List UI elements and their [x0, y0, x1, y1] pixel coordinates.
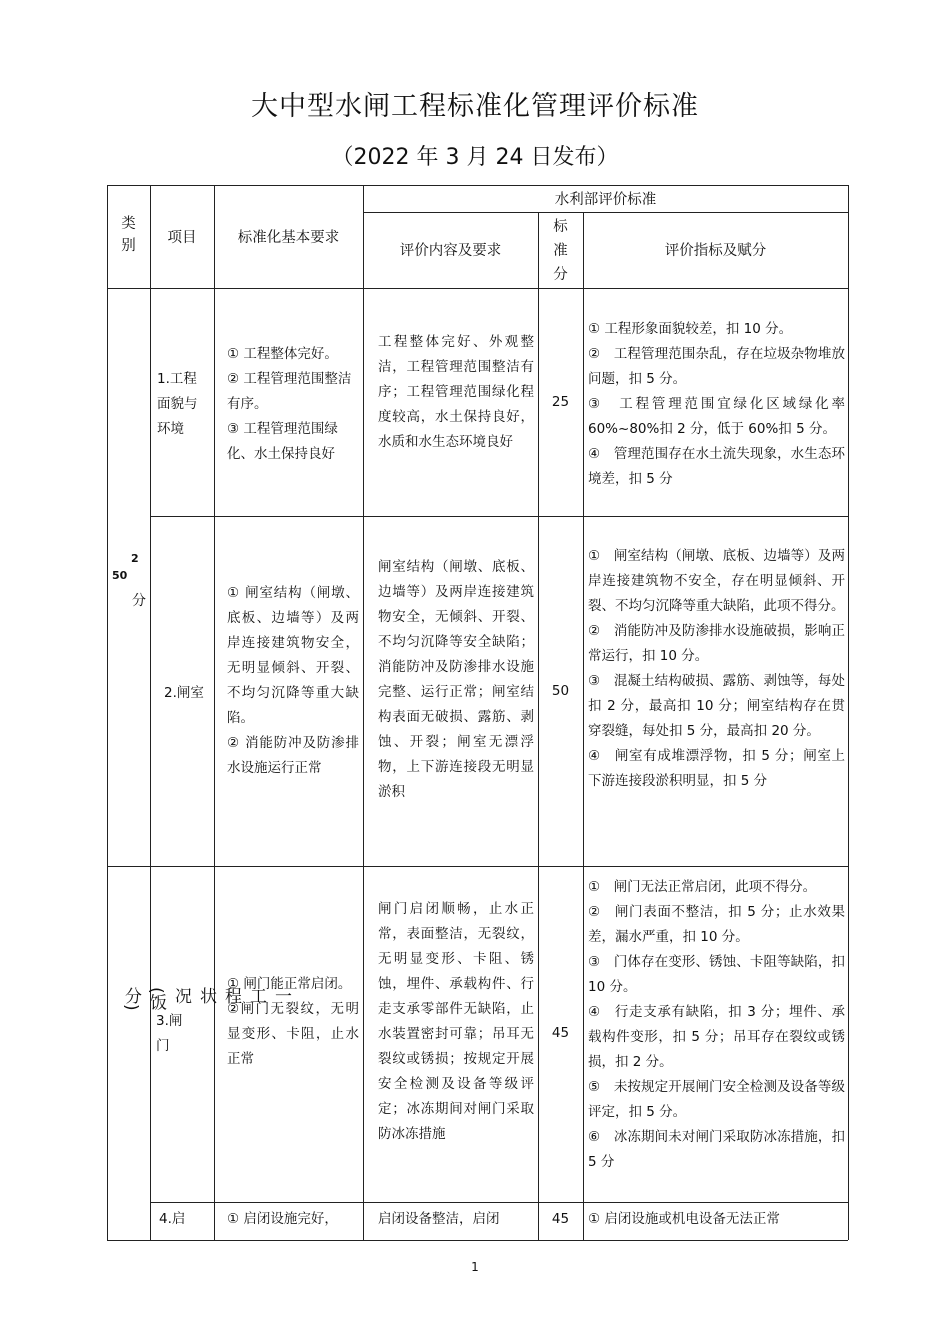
- table-border-left: [107, 185, 108, 1240]
- row2-score: 50: [551, 683, 570, 699]
- category2-label: 一工程状况(饭分): [121, 987, 291, 1011]
- header-category: [107, 213, 150, 257]
- table-border-right: [848, 185, 849, 1240]
- category1-bottom-line: [107, 866, 848, 867]
- header-std-line2: 准: [553, 243, 568, 259]
- header-category-line2: 别: [121, 238, 136, 254]
- row3-item: 3.闸门: [156, 1013, 183, 1054]
- row3-bottom-line: [150, 1202, 848, 1203]
- header-content: 评价内容及要求: [399, 243, 502, 259]
- row2-indicators: ① 闸室结构（闸墩、底板、边墙等）及两岸连接建筑物不安全，存在明显倾斜、开裂、不均匀沉降等重大缺陷，此项不得分。 ② 消能防冲及防渗排水设施破损，影响正常运行，扣 10 分。 ③ 混凝土结构破损、露筋、剥蚀等，每处扣 2 分，最高扣 10 分；闸室结构存在贯穿裂缝，每处扣 5 分，最高扣 20 分。 ④ 闸室有成堆漂浮物，扣 5 分；闸室上下游连接段淤积明显，扣 5 分: [588, 548, 845, 789]
- row3-score: 45: [551, 1025, 570, 1041]
- document-subtitle: （2022 年 3 月 24 日发布）: [331, 145, 619, 170]
- row1-bottom-line: [150, 516, 848, 517]
- category1-score-a: 50: [112, 569, 128, 582]
- row1-item: 1.工程面貌与环境: [157, 371, 198, 437]
- category1-unit: 分: [132, 593, 146, 609]
- row1-indicators: ① 工程形象面貌较差，扣 10 分。 ② 工程管理范围杂乱，存在垃圾杂物堆放问题，扣 5 分。 ③ 工程管理范围宜绿化区域绿化率 60%~80%扣 2 分，低于 60%扣 5 分。 ④ 管理范围存在水土流失现象，水生态环境差，扣 5 分: [588, 321, 845, 487]
- document-title: 大中型水闸工程标准化管理评价标准: [251, 91, 699, 122]
- row1-content: 工程整体完好、外观整洁，工程管理范围整洁有序；工程管理范围绿化程度较高，水土保持良好，水质和水生态环境良好: [378, 334, 534, 450]
- row1-score: 25: [551, 394, 570, 410]
- table-border-bottom: [107, 1240, 848, 1241]
- col-divider-score: [538, 212, 539, 1240]
- row2-item: 2.闸室: [164, 685, 204, 701]
- row3-indicators: ① 闸门无法正常启闭，此项不得分。 ② 闸门表面不整洁，扣 5 分；止水效果差，漏水严重，扣 10 分。 ③ 门体存在变形、锈蚀、卡阻等缺陷，扣 10 分。 ④ 行走支承有缺陷，扣 3 分；埋件、承载构件变形，扣 5 分；吊耳存在裂纹或锈损，扣 2 分。 ⑤ 未按规定开展闸门安全检测及设备等级评定，扣 5 分。 ⑥ 冰冻期间未对闸门采取防冰冻措施，扣 5 分: [588, 879, 845, 1170]
- header-bottom-line: [107, 288, 848, 289]
- row1-requirements: ① 工程整体完好。 ② 工程管理范围整洁有序。 ③ 工程管理范围绿化、水土保持良好: [227, 346, 352, 462]
- col-divider-indicators: [583, 212, 584, 1240]
- row4-score: 45: [551, 1211, 570, 1227]
- row4-indicators: ① 启闭设施或机电设备无法正常: [588, 1211, 780, 1227]
- row4-content: 启闭设备整洁，启闭: [378, 1211, 500, 1227]
- header-std-line1: 标: [553, 219, 568, 235]
- page-number: 1: [471, 1260, 479, 1274]
- header-standard-score: [538, 215, 583, 287]
- row3-requirements: ① 闸门能正常启闭。 ②闸门无裂纹，无明显变形、卡阻，止水正常: [227, 976, 359, 1067]
- row4-item: 4.启: [159, 1211, 186, 1227]
- header-indicators: 评价指标及赋分: [664, 243, 767, 259]
- col-divider-requirements: [214, 185, 215, 1240]
- table-border-top: [107, 185, 848, 186]
- header-basic-requirements: 标准化基本要求: [237, 230, 340, 246]
- row4-requirements: ① 启闭设施完好，: [227, 1211, 338, 1227]
- row2-content: 闸室结构（闸墩、底板、边墙等）及两岸连接建筑物安全，无倾斜、开裂、不均匀沉降等安全缺陷；消能防冲及防渗排水设施完整、运行正常；闸室结构表面无破损、露筋、剥蚀、开裂；闸室无漂浮物，上下游连接段无明显淤积: [378, 559, 534, 800]
- col-divider-item: [150, 185, 151, 1240]
- category1-score-b: 2: [131, 552, 139, 565]
- header-std-line3: 分: [553, 267, 568, 283]
- col-divider-content: [363, 185, 364, 1240]
- header-category-line1: 类: [121, 216, 136, 232]
- row2-requirements: ① 闸室结构（闸墩、底板、边墙等）及两岸连接建筑物安全，无明显倾斜、开裂、不均匀沉降等重大缺陷。 ② 消能防冲及防渗排水设施运行正常: [227, 585, 359, 776]
- header-item: 项目: [167, 230, 197, 246]
- header-subdivider: [363, 212, 848, 213]
- row3-content: 闸门启闭顺畅，止水正常，表面整洁，无裂纹，无明显变形、卡阻、锈蚀，埋件、承载构件、行走支承零部件无缺陷，止水装置密封可靠；吊耳无裂纹或锈损；按规定开展安全检测及设备等级评定；冰冻期间对闸门采取防冰冻措施: [378, 901, 534, 1142]
- header-mwr-standard: 水利部评价标准: [554, 192, 657, 208]
